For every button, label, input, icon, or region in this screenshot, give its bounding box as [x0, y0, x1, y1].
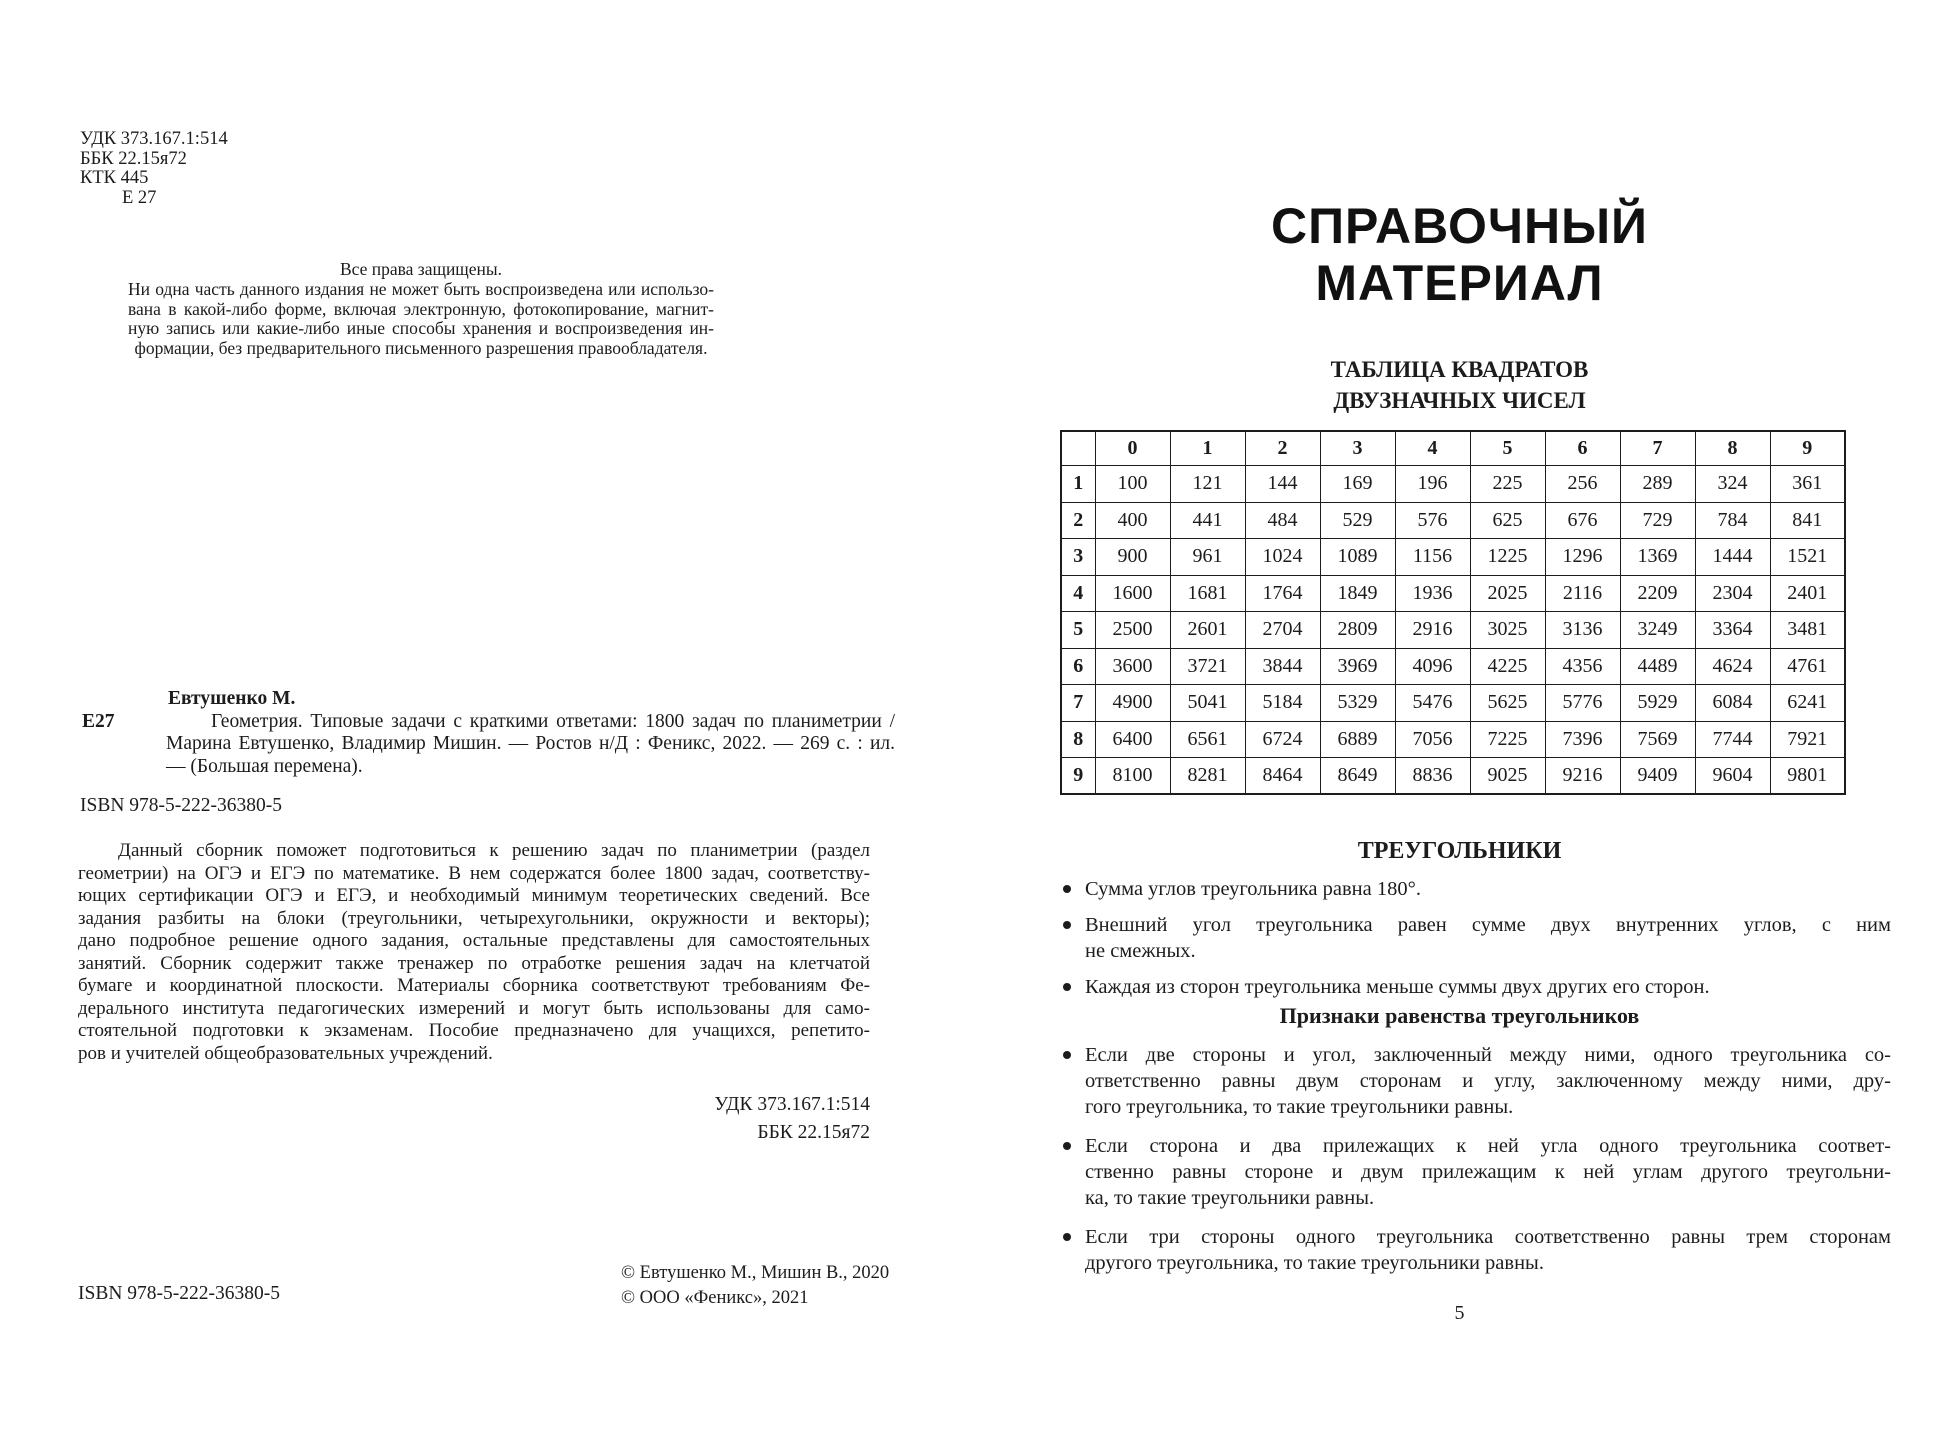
square-value-cell: 9604: [1695, 758, 1770, 795]
square-value-cell: 1521: [1770, 539, 1845, 576]
square-value-cell: 2025: [1470, 575, 1545, 612]
square-value-cell: 324: [1695, 466, 1770, 503]
square-value-cell: 8100: [1095, 758, 1170, 795]
text-line: вана в какой-либо форме, включая электронную, фотокопирование, магнит-: [128, 298, 714, 319]
square-value-cell: 8836: [1395, 758, 1470, 795]
text-line: СПРАВОЧНЫЙ: [1271, 198, 1648, 254]
bullet-icon: [1063, 1142, 1071, 1150]
text-line: УДК 373.167.1:514: [714, 1094, 870, 1115]
square-value-cell: 7921: [1770, 721, 1845, 758]
rights-notice-body: [128, 280, 714, 359]
row-header: 5: [1061, 612, 1095, 649]
bullet-icon: [1063, 1051, 1071, 1059]
square-value-cell: 6561: [1170, 721, 1245, 758]
square-value-cell: 729: [1620, 502, 1695, 539]
square-value-cell: 961: [1170, 539, 1245, 576]
square-value-cell: 6084: [1695, 685, 1770, 722]
text-line: занятий. Сборник содержит также тренажер по отработке решения задач на клетчатой: [78, 952, 870, 974]
text-line: — (Большая перемена).: [166, 755, 363, 777]
square-value-cell: 1600: [1095, 575, 1170, 612]
bullet-text: [1085, 912, 1891, 964]
square-value-cell: 8464: [1245, 758, 1320, 795]
square-value-cell: 7225: [1470, 721, 1545, 758]
table-row: [1061, 758, 1845, 795]
copyright-lines: [621, 1261, 889, 1310]
triangles-heading: ТРЕУГОЛЬНИКИ: [1357, 838, 1562, 864]
bullet-text: [1085, 1133, 1891, 1211]
triangle-facts-list: [1061, 876, 1891, 1010]
square-value-cell: 7056: [1395, 721, 1470, 758]
text-line: ров и учителей общеобразовательных учреждений.: [78, 1042, 493, 1064]
table-row: [1061, 721, 1845, 758]
classification-codes-bottom: [78, 1091, 870, 1146]
table-row: [1061, 612, 1845, 649]
text-line: Е 27: [122, 187, 157, 208]
text-line: другого треугольника, то такие треугольники равны.: [1085, 1252, 1544, 1274]
square-value-cell: 5329: [1320, 685, 1395, 722]
square-value-cell: 900: [1095, 539, 1170, 576]
square-value-cell: 1156: [1395, 539, 1470, 576]
table-header-row: [1061, 431, 1845, 466]
rights-notice-title: Все права защищены.: [339, 259, 503, 279]
text-line: не смежных.: [1085, 940, 1196, 962]
text-line: ДВУЗНАЧНЫХ ЧИСЕЛ: [1333, 388, 1586, 413]
text-line: УДК 373.167.1:514: [80, 129, 228, 149]
text-line: Каждая из сторон треугольника меньше суммы двух других его сторон.: [1085, 976, 1710, 998]
row-header: 9: [1061, 758, 1095, 795]
bullet-item: [1061, 876, 1891, 902]
text-line: ТАБЛИЦА КВАДРАТОВ: [1330, 357, 1589, 382]
square-value-cell: 1936: [1395, 575, 1470, 612]
square-value-cell: 9025: [1470, 758, 1545, 795]
classification-codes-top: [80, 130, 228, 208]
table-row: [1061, 575, 1845, 612]
square-value-cell: 121: [1170, 466, 1245, 503]
row-header: 2: [1061, 502, 1095, 539]
square-value-cell: 625: [1470, 502, 1545, 539]
table-row: [1061, 539, 1845, 576]
page-number: 5: [1454, 1302, 1465, 1324]
square-value-cell: 2704: [1245, 612, 1320, 649]
text-line: дерального института педагогических измерений и могут быть использованы для само-: [78, 997, 870, 1019]
square-value-cell: 7396: [1545, 721, 1620, 758]
square-value-cell: 3136: [1545, 612, 1620, 649]
square-value-cell: 1849: [1320, 575, 1395, 612]
row-header: 3: [1061, 539, 1095, 576]
text-line: Данный сборник поможет подготовиться к решению задач по планиметрии (раздел: [118, 840, 870, 861]
square-value-cell: 1089: [1320, 539, 1395, 576]
column-header: 4: [1395, 431, 1470, 466]
square-value-cell: 1369: [1620, 539, 1695, 576]
square-value-cell: 1296: [1545, 539, 1620, 576]
row-header: 6: [1061, 648, 1095, 685]
square-value-cell: 676: [1545, 502, 1620, 539]
catalog-card: [80, 688, 895, 778]
text-line: ка, то такие треугольники равны.: [1085, 1187, 1375, 1209]
square-value-cell: 1444: [1695, 539, 1770, 576]
square-value-cell: 3025: [1470, 612, 1545, 649]
page-title: [973, 198, 1946, 312]
text-line: Если сторона и два прилежащих к ней угла одного треугольника соответ-: [1085, 1135, 1891, 1157]
bullet-icon: [1063, 983, 1071, 991]
square-value-cell: 5625: [1470, 685, 1545, 722]
column-header: 3: [1320, 431, 1395, 466]
square-value-cell: 2304: [1695, 575, 1770, 612]
bullet-item: [1061, 1042, 1891, 1120]
square-value-cell: 100: [1095, 466, 1170, 503]
text-line: © Евтушенко М., Мишин В., 2020: [621, 1263, 890, 1283]
text-line: геометрии) на ОГЭ и ЕГЭ по математике. В нем содержатся более 1800 задач, соответству-: [78, 862, 870, 884]
column-header: 1: [1170, 431, 1245, 466]
square-value-cell: 784: [1695, 502, 1770, 539]
table-corner-cell: [1061, 431, 1095, 466]
reference-page: [973, 0, 1946, 1431]
square-value-cell: 3481: [1770, 612, 1845, 649]
square-value-cell: 2401: [1770, 575, 1845, 612]
square-value-cell: 256: [1545, 466, 1620, 503]
square-value-cell: 361: [1770, 466, 1845, 503]
square-value-cell: 6889: [1320, 721, 1395, 758]
square-value-cell: 1764: [1245, 575, 1320, 612]
table-row: [1061, 466, 1845, 503]
square-value-cell: 9801: [1770, 758, 1845, 795]
row-header: 8: [1061, 721, 1095, 758]
square-value-cell: 5041: [1170, 685, 1245, 722]
text-line: Ни одна часть данного издания не может быть воспроизведена или использо-: [128, 278, 714, 299]
square-value-cell: 289: [1620, 466, 1695, 503]
column-header: 2: [1245, 431, 1320, 466]
square-value-cell: 6241: [1770, 685, 1845, 722]
square-value-cell: 6400: [1095, 721, 1170, 758]
equality-criteria-list: [1061, 1042, 1891, 1289]
catalog-entry-code: Е27: [82, 711, 115, 732]
square-value-cell: 2916: [1395, 612, 1470, 649]
text-line: гого треугольника, то такие треугольники равны.: [1085, 1096, 1514, 1118]
row-header: 7: [1061, 685, 1095, 722]
text-line: формации, без предварительного письменного разрешения правообладателя.: [134, 338, 708, 359]
bullet-item: [1061, 912, 1891, 964]
bullet-icon: [1063, 1233, 1071, 1241]
table-row: [1061, 685, 1845, 722]
square-value-cell: 2601: [1170, 612, 1245, 649]
text-line: ющих сертификации ОГЭ и ЕГЭ, и необходимый минимум теоретических сведений. Все: [78, 885, 870, 906]
text-line: ную запись или какие-либо иные способы хранения и воспроизведения ин-: [128, 318, 714, 339]
square-value-cell: 4096: [1395, 648, 1470, 685]
square-value-cell: 144: [1245, 466, 1320, 503]
text-line: Если три стороны одного треугольника соответственно равны трем сторонам: [1085, 1226, 1891, 1248]
square-value-cell: 6724: [1245, 721, 1320, 758]
footer-isbn: ISBN 978-5-222-36380-5: [78, 1283, 281, 1304]
square-value-cell: 4624: [1695, 648, 1770, 685]
square-value-cell: 3249: [1620, 612, 1695, 649]
text-line: ББК 22.15я72: [757, 1121, 870, 1143]
bullet-item: [1061, 1224, 1891, 1276]
column-header: 5: [1470, 431, 1545, 466]
bullet-text: [1085, 1042, 1891, 1120]
text-line: Если две стороны и угол, заключенный между ними, одного треугольника со-: [1085, 1044, 1891, 1066]
square-value-cell: 4489: [1620, 648, 1695, 685]
column-header: 8: [1695, 431, 1770, 466]
square-value-cell: 3721: [1170, 648, 1245, 685]
square-value-cell: 9409: [1620, 758, 1695, 795]
square-value-cell: 9216: [1545, 758, 1620, 795]
square-value-cell: 5476: [1395, 685, 1470, 722]
square-value-cell: 3969: [1320, 648, 1395, 685]
square-value-cell: 7569: [1620, 721, 1695, 758]
text-line: Геометрия. Типовые задачи с краткими ответами: 1800 задач по планиметрии /: [211, 710, 895, 732]
text-line: ББК 22.15я72: [80, 148, 187, 169]
table-row: [1061, 648, 1845, 685]
text-line: бумаге и координатной плоскости. Материалы сборника соответствуют требованиям Фе-: [78, 975, 870, 996]
square-value-cell: 4225: [1470, 648, 1545, 685]
catalog-author: Евтушенко М.: [168, 688, 296, 709]
square-value-cell: 2116: [1545, 575, 1620, 612]
square-value-cell: 1225: [1470, 539, 1545, 576]
column-header: 0: [1095, 431, 1170, 466]
table-row: [1061, 502, 1845, 539]
column-header: 7: [1620, 431, 1695, 466]
bullet-text: [1085, 1224, 1891, 1276]
square-value-cell: 4900: [1095, 685, 1170, 722]
bullet-item: [1061, 1133, 1891, 1211]
square-value-cell: 484: [1245, 502, 1320, 539]
square-value-cell: 5184: [1245, 685, 1320, 722]
bullet-item: [1061, 974, 1891, 1000]
square-value-cell: 3364: [1695, 612, 1770, 649]
square-value-cell: 2500: [1095, 612, 1170, 649]
square-value-cell: 3844: [1245, 648, 1320, 685]
text-line: стоятельной подготовки к экзаменам. Пособие предназначено для учащихся, репетито-: [78, 1020, 870, 1041]
text-line: © ООО «Феникс», 2021: [621, 1287, 809, 1308]
text-line: задания разбиты на блоки (треугольники, четырехугольники, окружности и векторы);: [78, 907, 870, 929]
square-value-cell: 1024: [1245, 539, 1320, 576]
text-line: ственно равны стороне и двум прилежащим к ней углам другого треугольни-: [1085, 1161, 1891, 1183]
squares-table-title: [973, 354, 1946, 416]
square-value-cell: 2809: [1320, 612, 1395, 649]
text-line: ответственно равны двум сторонам и углу, заключенному между ними, дру-: [1085, 1070, 1891, 1092]
square-value-cell: 841: [1770, 502, 1845, 539]
text-line: Внешний угол треугольника равен сумме двух внутренних углов, с ним: [1085, 914, 1891, 936]
row-header: 4: [1061, 575, 1095, 612]
column-header: 9: [1770, 431, 1845, 466]
row-header: 1: [1061, 466, 1095, 503]
text-line: КТК 445: [80, 168, 149, 188]
square-value-cell: 1681: [1170, 575, 1245, 612]
square-value-cell: 2209: [1620, 575, 1695, 612]
text-line: Марина Евтушенко, Владимир Мишин. — Ростов н/Д : Феникс, 2022. — 269 с. : ил.: [166, 733, 895, 754]
square-value-cell: 225: [1470, 466, 1545, 503]
text-line: МАТЕРИАЛ: [1315, 255, 1604, 311]
square-value-cell: 529: [1320, 502, 1395, 539]
bullet-icon: [1063, 921, 1071, 929]
square-value-cell: 576: [1395, 502, 1470, 539]
annotation-paragraph: [78, 840, 870, 1065]
square-value-cell: 8649: [1320, 758, 1395, 795]
rights-notice: [128, 260, 714, 359]
text-line: дано подробное решение одного задания, остальные представлены для самостоятельных: [78, 930, 870, 951]
text-line: Сумма углов треугольника равна 180°.: [1085, 878, 1421, 900]
bullet-text: [1085, 974, 1891, 1000]
square-value-cell: 169: [1320, 466, 1395, 503]
equality-criteria-heading: Признаки равенства треугольников: [1279, 1003, 1640, 1028]
square-value-cell: 4356: [1545, 648, 1620, 685]
square-value-cell: 441: [1170, 502, 1245, 539]
square-value-cell: 7744: [1695, 721, 1770, 758]
square-value-cell: 8281: [1170, 758, 1245, 795]
square-value-cell: 3600: [1095, 648, 1170, 685]
square-value-cell: 196: [1395, 466, 1470, 503]
squares-table: [1060, 430, 1846, 795]
square-value-cell: 4761: [1770, 648, 1845, 685]
isbn-number: ISBN 978-5-222-36380-5: [80, 795, 283, 816]
square-value-cell: 5776: [1545, 685, 1620, 722]
bullet-icon: [1063, 885, 1071, 893]
square-value-cell: 400: [1095, 502, 1170, 539]
catalog-description: [166, 711, 895, 779]
column-header: 6: [1545, 431, 1620, 466]
square-value-cell: 5929: [1620, 685, 1695, 722]
bullet-text: [1085, 876, 1891, 902]
